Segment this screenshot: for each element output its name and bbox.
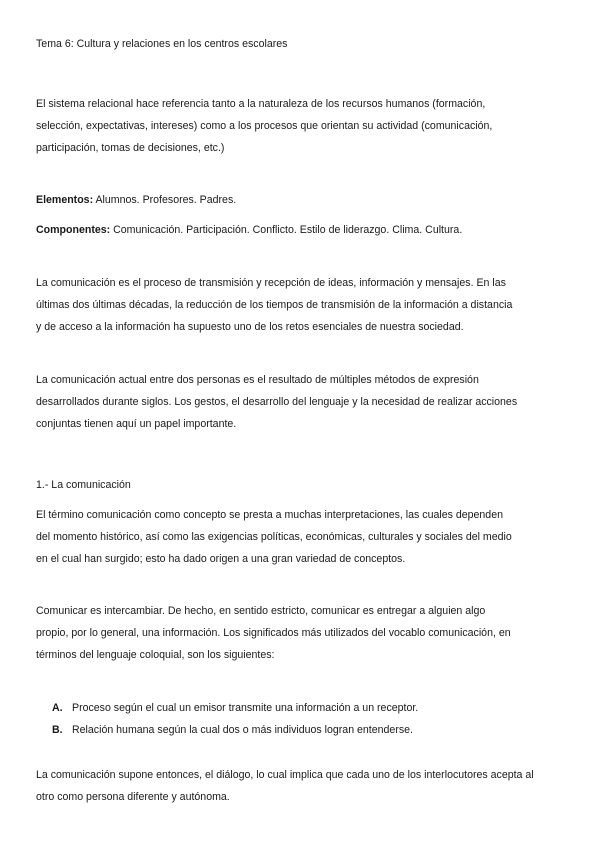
para2-line-3: conjuntas tienen aquí un papel importante. bbox=[36, 418, 237, 430]
para5-line-1: La comunicación supone entonces, el diálogo, lo cual implica que cada uno de los interlocutores acepta al bbox=[36, 769, 534, 781]
componentes-label: Componentes: bbox=[36, 224, 111, 236]
intro-paragraph bbox=[36, 93, 566, 159]
intro-line-3: participación, tomas de decisiones, etc.) bbox=[36, 142, 225, 154]
para2-line-2: desarrollados durante siglos. Los gestos, el desarrollo del lenguaje y la necesidad de realizar acciones bbox=[36, 396, 518, 408]
section-heading bbox=[36, 474, 566, 496]
paragraph-comunicacion-definicion bbox=[36, 272, 566, 338]
intro-line-2: selección, expectativas, intereses) como a los procesos que orientan su actividad (comunicación, bbox=[36, 120, 493, 132]
document-title bbox=[36, 33, 566, 55]
list-item-a bbox=[52, 697, 562, 719]
para2-line-1: La comunicación actual entre dos personas es el resultado de múltiples métodos de expresión bbox=[36, 374, 479, 386]
section-heading-text: 1.- La comunicación bbox=[36, 479, 131, 491]
para5-line-2: otro como persona diferente y autónoma. bbox=[36, 791, 230, 803]
list-marker-b: B. bbox=[52, 724, 63, 736]
list-marker-a: A. bbox=[52, 702, 63, 714]
para4-line-1: Comunicar es intercambiar. De hecho, en sentido estricto, comunicar es entregar a alguien algo bbox=[36, 605, 486, 617]
intro-line-1: El sistema relacional hace referencia tanto a la naturaleza de los recursos humanos (formación, bbox=[36, 98, 486, 110]
list-item-b bbox=[52, 719, 562, 741]
para3-line-2: del momento histórico, así como las exigencias políticas, económicas, culturales y sociales del medio bbox=[36, 531, 512, 543]
para1-line-2: últimas dos últimas décadas, la reducción de los tiempos de transmisión de la información a distancia bbox=[36, 299, 513, 311]
componentes-text: Comunicación. Participación. Conflicto. Estilo de liderazgo. Clima. Cultura. bbox=[110, 224, 463, 236]
list-item-b-text: Relación humana según la cual dos o más individuos logran entenderse. bbox=[72, 724, 413, 736]
paragraph-dialogo bbox=[36, 764, 566, 808]
para3-line-1: El término comunicación como concepto se presta a muchas interpretaciones, las cuales dependen bbox=[36, 509, 503, 521]
componentes-paragraph bbox=[36, 219, 566, 241]
para4-line-3: términos del lenguaje coloquial, son los siguientes: bbox=[36, 649, 275, 661]
componentes-line bbox=[36, 219, 566, 241]
paragraph-comunicacion-actual bbox=[36, 369, 566, 435]
elementos-label: Elementos: bbox=[36, 194, 94, 206]
para4-line-2: propio, por lo general, una información. Los significados más utilizados del vocablo comunicación, en bbox=[36, 627, 511, 639]
paragraph-termino-comunicacion bbox=[36, 504, 566, 570]
para3-line-3: en el cual han surgido; esto ha dado origen a una gran variedad de conceptos. bbox=[36, 553, 406, 565]
document-title-text: Tema 6: Cultura y relaciones en los centros escolares bbox=[36, 38, 288, 50]
elementos-line bbox=[36, 189, 566, 211]
para1-line-1: La comunicación es el proceso de transmisión y recepción de ideas, información y mensajes. En las bbox=[36, 277, 506, 289]
paragraph-comunicar-intercambiar bbox=[36, 600, 566, 666]
para1-line-3: y de acceso a la información ha supuesto uno de los retos esenciales de nuestra sociedad. bbox=[36, 321, 464, 333]
list-item-a-text: Proceso según el cual un emisor transmite una información a un receptor. bbox=[72, 702, 419, 714]
elementos-text: Alumnos. Profesores. Padres. bbox=[93, 194, 237, 206]
elementos-paragraph bbox=[36, 189, 566, 211]
